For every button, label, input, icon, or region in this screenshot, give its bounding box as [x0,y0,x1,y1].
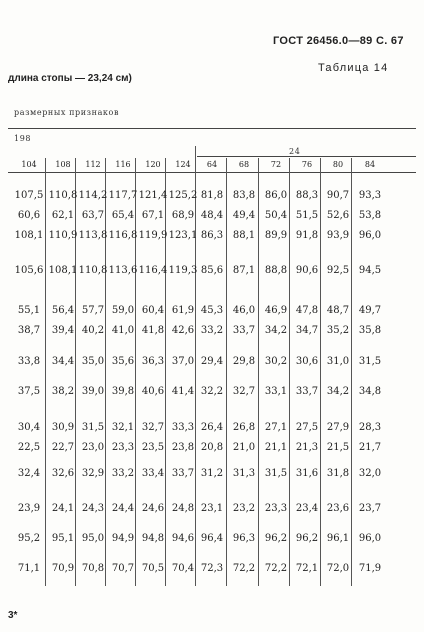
table-cell: 113,8 [78,230,108,241]
table-cell: 70,5 [141,563,165,574]
table-cell: 70,8 [81,563,105,574]
table-cell: 108,1 [14,230,44,241]
table-cell: 41,8 [141,325,165,336]
table-cell: 22,7 [51,442,75,453]
table-cell: 35,0 [81,356,105,367]
table-top-border [8,128,416,129]
table-cell: 32,1 [111,422,135,433]
table-cell: 93,3 [358,190,382,201]
table-cell: 42,6 [171,325,195,336]
column-divider [258,158,259,586]
table-cell: 31,5 [264,468,288,479]
table-cell: 86,0 [264,190,288,201]
table-cell: 107,5 [14,190,44,201]
table-cell: 96,3 [232,533,256,544]
table-cell: 21,1 [264,442,288,453]
table-cell: 86,3 [200,230,224,241]
table-cell: 123,1 [168,230,198,241]
table-cell: 21,7 [358,442,382,453]
table-cell: 30,4 [17,422,41,433]
table-cell: 31,5 [358,356,382,367]
table-cell: 119,3 [168,265,198,276]
table-cell: 31,2 [200,468,224,479]
table-cell: 32,7 [232,386,256,397]
table-cell: 23,3 [111,442,135,453]
column-divider [165,158,166,586]
column-header: 80 [332,160,344,169]
table-cell: 33,1 [264,386,288,397]
column-header: 64 [206,160,218,169]
column-divider [226,158,227,586]
table-cell: 20,8 [200,442,224,453]
table-cell: 48,7 [326,305,350,316]
column-header: 108 [55,160,71,169]
table-cell: 33,2 [200,325,224,336]
table-cell: 47,8 [295,305,319,316]
table-cell: 96,2 [264,533,288,544]
table-cell: 21,3 [295,442,319,453]
table-cell: 51,5 [295,210,319,221]
table-cell: 53,8 [358,210,382,221]
column-divider [320,158,321,586]
table-cell: 38,2 [51,386,75,397]
table-cell: 87,1 [232,265,256,276]
table-cell: 24,4 [111,503,135,514]
table-cell: 33,4 [141,468,165,479]
table-cell: 32,6 [51,468,75,479]
table-cell: 93,9 [326,230,350,241]
table-cell: 94,9 [111,533,135,544]
table-cell: 121,4 [138,190,168,201]
table-cell: 33,2 [111,468,135,479]
table-cell: 41,0 [111,325,135,336]
column-header: 72 [270,160,282,169]
table-cell: 70,9 [51,563,75,574]
table-cell: 71,1 [17,563,41,574]
table-cell: 46,0 [232,305,256,316]
group-divider [197,156,416,157]
table-cell: 52,6 [326,210,350,221]
table-cell: 90,6 [295,265,319,276]
column-header: 68 [238,160,250,169]
table-cell: 92,5 [326,265,350,276]
table-cell: 35,6 [111,356,135,367]
table-cell: 24,1 [51,503,75,514]
column-divider [45,158,46,586]
table-cell: 96,0 [358,230,382,241]
table-cell: 36,3 [141,356,165,367]
table-cell: 110,8 [78,265,108,276]
table-cell: 23,1 [200,503,224,514]
subtitle: длина стопы — 23,24 см) [8,73,132,84]
table-cell: 23,6 [326,503,350,514]
table-cell: 49,7 [358,305,382,316]
table-cell: 85,6 [200,265,224,276]
table-cell: 70,7 [111,563,135,574]
table-cell: 39,8 [111,386,135,397]
table-cell: 23,5 [141,442,165,453]
table-cell: 35,8 [358,325,382,336]
table-cell: 21,0 [232,442,256,453]
table-cell: 67,1 [141,210,165,221]
table-cell: 23,0 [81,442,105,453]
table-cell: 65,4 [111,210,135,221]
table-cell: 91,8 [295,230,319,241]
table-cell: 89,9 [264,230,288,241]
table-cell: 116,4 [138,265,168,276]
table-cell: 37,0 [171,356,195,367]
table-cell: 116,8 [108,230,138,241]
table-cell: 70,4 [171,563,195,574]
table-cell: 31,6 [295,468,319,479]
column-header: 116 [115,160,131,169]
table-cell: 96,0 [358,533,382,544]
table-cell: 27,5 [295,422,319,433]
table-cell: 83,8 [232,190,256,201]
table-cell: 21,5 [326,442,350,453]
group-left-label: 198 [14,134,32,143]
header-bottom-border [8,172,416,173]
table-cell: 33,7 [171,468,195,479]
table-caption: размерных признаков [14,108,120,117]
table-cell: 105,6 [14,265,44,276]
table-cell: 81,8 [200,190,224,201]
table-cell: 33,7 [232,325,256,336]
table-cell: 94,6 [171,533,195,544]
table-cell: 110,9 [48,230,78,241]
table-cell: 90,7 [326,190,350,201]
standard-header: ГОСТ 26456.0—89 С. 67 [273,35,404,47]
table-cell: 72,1 [295,563,319,574]
table-cell: 27,1 [264,422,288,433]
table-cell: 31,0 [326,356,350,367]
table-cell: 33,3 [171,422,195,433]
column-header: 112 [85,160,101,169]
table-cell: 31,8 [326,468,350,479]
group-right-label: 24 [289,147,301,156]
table-cell: 60,6 [17,210,41,221]
table-cell: 34,2 [326,386,350,397]
table-cell: 23,2 [232,503,256,514]
table-label: Таблица 14 [318,62,389,74]
table-cell: 32,0 [358,468,382,479]
table-cell: 119,9 [138,230,168,241]
column-header: 76 [301,160,313,169]
table-cell: 57,7 [81,305,105,316]
table-cell: 55,1 [17,305,41,316]
table-cell: 96,1 [326,533,350,544]
table-cell: 31,5 [81,422,105,433]
table-cell: 61,9 [171,305,195,316]
table-cell: 33,7 [295,386,319,397]
table-cell: 24,3 [81,503,105,514]
table-cell: 72,2 [232,563,256,574]
column-divider [105,158,106,586]
table-cell: 95,0 [81,533,105,544]
table-cell: 23,9 [17,503,41,514]
column-header: 104 [21,160,37,169]
table-cell: 26,8 [232,422,256,433]
table-cell: 28,3 [358,422,382,433]
table-cell: 48,4 [200,210,224,221]
table-cell: 56,4 [51,305,75,316]
table-cell: 27,9 [326,422,350,433]
table-cell: 23,7 [358,503,382,514]
table-cell: 31,3 [232,468,256,479]
table-cell: 95,1 [51,533,75,544]
table-cell: 88,3 [295,190,319,201]
column-header: 124 [175,160,191,169]
table-cell: 40,2 [81,325,105,336]
table-cell: 110,8 [48,190,78,201]
table-cell: 30,2 [264,356,288,367]
table-cell: 72,0 [326,563,350,574]
column-header: 120 [145,160,161,169]
table-cell: 38,7 [17,325,41,336]
table-cell: 23,8 [171,442,195,453]
table-cell: 72,3 [200,563,224,574]
table-cell: 88,8 [264,265,288,276]
table-cell: 94,5 [358,265,382,276]
table-cell: 29,8 [232,356,256,367]
table-cell: 29,4 [200,356,224,367]
table-cell: 30,6 [295,356,319,367]
column-divider [75,158,76,586]
table-cell: 39,4 [51,325,75,336]
table-cell: 24,6 [141,503,165,514]
table-cell: 72,2 [264,563,288,574]
table-cell: 50,4 [264,210,288,221]
page-mark: 3* [8,610,18,621]
table-cell: 39,0 [81,386,105,397]
table-cell: 34,4 [51,356,75,367]
table-cell: 63,7 [81,210,105,221]
column-divider [351,158,352,586]
table-cell: 49,4 [232,210,256,221]
column-divider [135,158,136,586]
table-cell: 96,2 [295,533,319,544]
column-header: 84 [364,160,376,169]
table-cell: 94,8 [141,533,165,544]
table-cell: 117,7 [108,190,138,201]
table-cell: 113,6 [108,265,138,276]
table-cell: 71,9 [358,563,382,574]
table-cell: 23,3 [264,503,288,514]
table-cell: 32,4 [17,468,41,479]
table-cell: 34,7 [295,325,319,336]
table-cell: 34,2 [264,325,288,336]
table-cell: 35,2 [326,325,350,336]
table-cell: 95,2 [17,533,41,544]
table-cell: 37,5 [17,386,41,397]
table-cell: 108,1 [48,265,78,276]
table-cell: 32,9 [81,468,105,479]
table-cell: 125,2 [168,190,198,201]
table-cell: 33,8 [17,356,41,367]
table-cell: 46,9 [264,305,288,316]
table-cell: 26,4 [200,422,224,433]
table-cell: 34,8 [358,386,382,397]
table-cell: 41,4 [171,386,195,397]
table-cell: 32,7 [141,422,165,433]
table-cell: 68,9 [171,210,195,221]
table-cell: 62,1 [51,210,75,221]
table-cell: 30,9 [51,422,75,433]
table-cell: 40,6 [141,386,165,397]
table-cell: 23,4 [295,503,319,514]
table-cell: 88,1 [232,230,256,241]
column-divider [289,158,290,586]
table-cell: 32,2 [200,386,224,397]
table-cell: 45,3 [200,305,224,316]
table-cell: 22,5 [17,442,41,453]
table-cell: 60,4 [141,305,165,316]
table-cell: 24,8 [171,503,195,514]
table-cell: 114,2 [78,190,108,201]
table-cell: 59,0 [111,305,135,316]
table-cell: 96,4 [200,533,224,544]
